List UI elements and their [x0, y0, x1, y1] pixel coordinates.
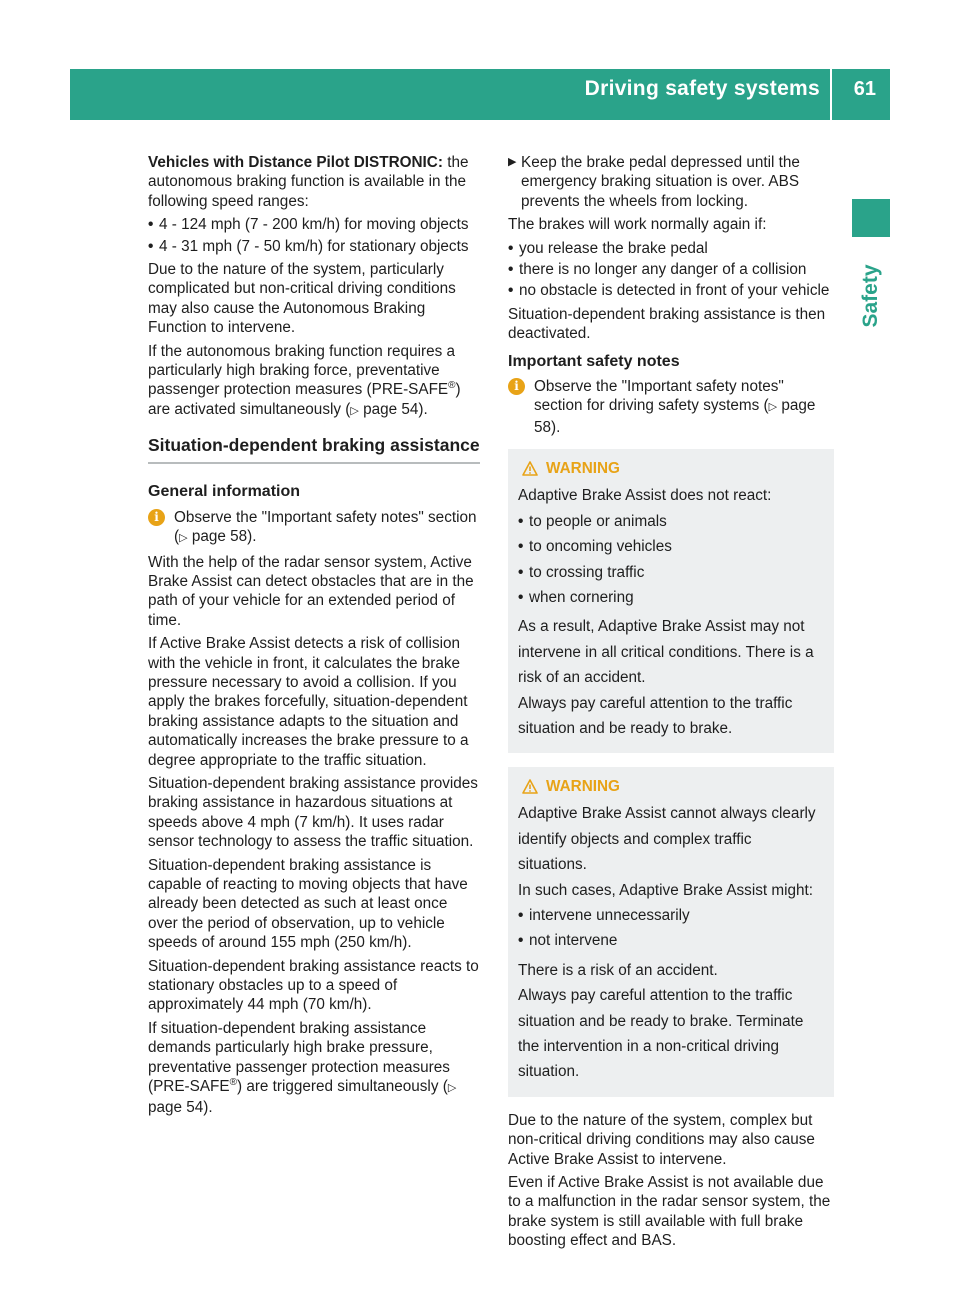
paragraph: If the autonomous braking function requires a particularly high braking force, preventative passenger protection measures (PRE-SAFE®) are activated simultaneously (▷ page 54).	[148, 342, 461, 418]
paragraph: Adaptive Brake Assist cannot always clearly identify objects and complex traffic situations.	[518, 805, 816, 874]
side-tab-label: Safety	[859, 264, 882, 328]
page-ref-icon: ▷	[447, 1082, 457, 1095]
info-icon: i	[148, 509, 165, 526]
page-ref-icon: ▷	[179, 532, 188, 545]
list-item: • not intervene	[518, 928, 824, 953]
warning-list	[518, 509, 824, 611]
side-tab-marker	[852, 199, 890, 237]
page-ref-icon: ▷	[350, 404, 359, 417]
subsection-title: Important safety notes	[508, 352, 680, 370]
paragraph: As a result, Adaptive Brake Assist may not intervene in all critical conditions. There is a risk of an accident.	[518, 618, 814, 687]
paragraph: Situation-dependent braking assistance is then deactivated.	[508, 305, 826, 343]
info-note: i Observe the "Important safety notes" section for driving safety systems (▷ page 58).	[508, 377, 834, 437]
page-number: 61	[853, 78, 876, 100]
warning-triangle-icon	[522, 461, 538, 476]
paragraph: There is a risk of an accident.	[518, 961, 718, 979]
paragraph: Situation-dependent braking assistance reacts to stationary obstacles up to a speed of approximately 44 mph (70 km/h).	[148, 957, 479, 1014]
paragraph: Adaptive Brake Assist does not react:	[518, 487, 772, 505]
warning-box	[508, 767, 834, 1096]
warning-header: WARNING	[518, 777, 824, 797]
warning-box	[508, 449, 834, 753]
step-arrow-icon: ▶	[508, 156, 517, 168]
list-item: • you release the brake pedal	[508, 239, 834, 258]
subsection-title: General information	[148, 483, 301, 501]
paragraph: Always pay careful attention to the traffic situation and be ready to brake.	[518, 694, 793, 737]
paragraph: The brakes will work normally again if:	[508, 216, 767, 234]
list-item: • intervene unnecessarily	[518, 903, 824, 928]
warning-header: WARNING	[518, 459, 824, 479]
right-column	[508, 153, 834, 1255]
condition-list	[508, 239, 834, 301]
header-title: Driving safety systems	[584, 77, 820, 100]
list-item: • 4 - 31 mph (7 - 50 km/h) for stationary objects	[148, 237, 480, 256]
left-column	[148, 153, 480, 1122]
list-item: • to crossing traffic	[518, 560, 824, 585]
paragraph: Situation-dependent braking assistance is capable of reacting to moving objects that have already been detected as such at least once over the period of observation, up to vehicle speeds of around 155 mph (250 km/h).	[148, 856, 468, 952]
paragraph: Due to the nature of the system, complex but non-critical driving conditions may also cause Active Brake Assist to intervene.	[508, 1111, 815, 1168]
paragraph: Situation-dependent braking assistance provides braking assistance in hazardous situations at speeds above 4 mph (7 km/h). It uses radar sensor technology to assess the traffic situation.	[148, 774, 478, 851]
warning-triangle-icon	[522, 779, 538, 794]
list-item: • there is no longer any danger of a collision	[508, 260, 834, 279]
section-divider	[148, 462, 480, 464]
list-item: • no obstacle is detected in front of your vehicle	[508, 281, 834, 300]
warning-list	[518, 903, 824, 954]
info-icon: i	[508, 378, 525, 395]
list-item: • 4 - 124 mph (7 - 200 km/h) for moving objects	[148, 215, 480, 234]
list-item: • to people or animals	[518, 509, 824, 534]
paragraph: Even if Active Brake Assist is not available due to a malfunction in the radar sensor system, the brake system is still available with full brake boosting effect and BAS.	[508, 1174, 831, 1250]
info-note: i Observe the "Important safety notes" section (▷ page 58).	[148, 508, 480, 549]
speed-range-list	[148, 215, 480, 256]
instruction-step: ▶ Keep the brake pedal depressed until the emergency braking situation is over. ABS prevents the wheels from locking.	[508, 154, 800, 210]
paragraph: Due to the nature of the system, particularly complicated but non-critical driving conditions may also cause the Autonomous Braking Function to intervene.	[148, 261, 456, 337]
list-item: • to oncoming vehicles	[518, 534, 824, 559]
paragraph: With the help of the radar sensor system, Active Brake Assist can detect obstacles that are in the path of your vehicle for an extended period of time.	[148, 553, 474, 629]
section-title: Situation-dependent braking assistance	[148, 435, 480, 456]
paragraph: If Active Brake Assist detects a risk of collision with the vehicle in front, it calculates the brake pressure necessary to avoid a collision. If you apply the brakes forcefully, situation-dependent braking assistance adapts to the situation and automatically increases the brake pressure to a degree appropriate to the traffic situation.	[148, 635, 469, 769]
header-separator	[830, 69, 832, 120]
paragraph: Always pay careful attention to the traffic situation and be ready to brake. Terminate the intervention in a non-critical driving situation.	[518, 987, 804, 1081]
page-header	[70, 69, 890, 120]
paragraph: If situation-dependent braking assistance demands particularly high brake pressure, preventative passenger protection measures (PRE-SAFE®) are triggered simultaneously (▷ page 54).	[148, 1019, 457, 1117]
page-ref-icon: ▷	[768, 401, 778, 414]
paragraph: In such cases, Adaptive Brake Assist might:	[518, 881, 814, 899]
list-item: • when cornering	[518, 585, 824, 610]
paragraph: Vehicles with Distance Pilot DISTRONIC: the autonomous braking function is available in the following speed ranges:	[148, 154, 469, 210]
